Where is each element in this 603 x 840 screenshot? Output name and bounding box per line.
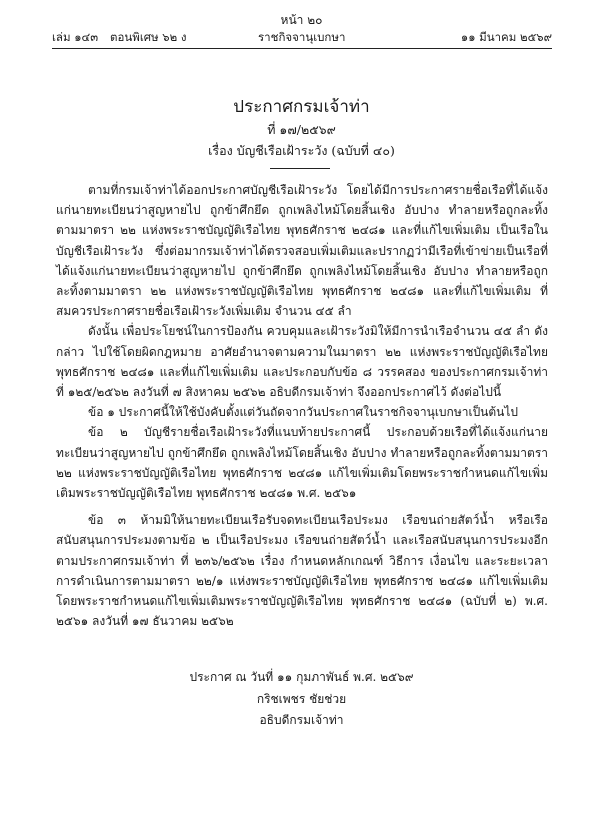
header-divider bbox=[52, 48, 552, 49]
publication-date: ๑๑ มีนาคม ๒๕๖๙ bbox=[460, 30, 552, 44]
signature-date: ประกาศ ณ วันที่ ๑๑ กุมภาพันธ์ พ.ศ. ๒๕๖๙ bbox=[189, 670, 414, 684]
clause-2: ข้อ ๒ บัญชีรายชื่อเรือเฝ้าระวังที่แนบท้ายประกาศนี้ ประกอบด้วยเรือที่ได้แจ้งแก่นายทะเบียนว่าสูญหายไป ถูกข้าศึกยึด ถูกเพลิงไหม้โดยสิ้นเชิง อับปาง ทำลายหรือถูกละทิ้งตามมาตรา ๒๒ แห่งพระราชบัญญัติเรือไทย พุทธศักราช ๒๔๘๑ แก้ไขเพิ่มเติมโดยพระราชกำหนดแก้ไขเพิ่มเติมพระราชบัญญัติเรือไทย พุทธศักราช ๒๔๘๑ พ.ศ. ๒๕๖๑ bbox=[56, 425, 548, 501]
announcement-title: ประกาศกรมเจ้าท่า bbox=[233, 97, 370, 117]
clause-3: ข้อ ๓ ห้ามมิให้นายทะเบียนเรือรับจดทะเบียนเรือประมง เรือขนถ่ายสัตว์น้ำ หรือเรือสนับสนุนการประมงตามข้อ ๒ เป็นเรือประมง เรือขนถ่ายสัตว์น้ำ และเรือสนับสนุนการประมงอีกตามประกาศกรมเจ้าท่า ที่ ๒๓๖/๒๕๖๒ เรื่อง กำหนดหลักเกณฑ์ วิธีการ เงื่อนไข และระยะเวลาการดำเนินการตามมาตรา ๒๒/๑ แห่งพระราชบัญญัติเรือไทย พุทธศักราช ๒๔๘๑ แก้ไขเพิ่มเติมโดยพระราชกำหนดแก้ไขเพิ่มเติมพระราชบัญญัติเรือไทย พุทธศักราช ๒๔๘๑ (ฉบับที่ ๒) พ.ศ. ๒๕๖๑ ลงวันที่ ๑๗ ธันวาคม ๒๕๖๒ bbox=[56, 513, 548, 629]
gazette-name: ราชกิจจานุเบกษา bbox=[258, 30, 346, 44]
signer-position: อธิบดีกรมเจ้าท่า bbox=[259, 713, 344, 727]
subject-divider bbox=[270, 168, 330, 169]
announcement-subject: เรื่อง บัญชีเรือเฝ้าระวัง (ฉบับที่ ๔๐) bbox=[208, 143, 395, 158]
announcement-body bbox=[56, 180, 548, 631]
gazette-header bbox=[52, 29, 552, 45]
paragraph-preamble: ตามที่กรมเจ้าท่าได้ออกประกาศบัญชีเรือเฝ้าระวัง โดยได้มีการประกาศรายชื่อเรือที่ได้แจ้งแก่นายทะเบียนว่าสูญหายไป ถูกข้าศึกยึด ถูกเพลิงไหม้โดยสิ้นเชิง อับปาง ทำลายหรือถูกละทิ้งตามมาตรา ๒๒ แห่งพระราชบัญญัติเรือไทย พุทธศักราช ๒๔๘๑ และที่แก้ไขเพิ่มเติม เป็นเรือในบัญชีเรือเฝ้าระวัง ซึ่งต่อมากรมเจ้าท่าได้ตรวจสอบเพิ่มเติมและปรากฏว่ามีเรือที่เข้าข่ายเป็นเรือที่ได้แจ้งแก่นายทะเบียนว่าสูญหายไป ถูกข้าศึกยึด ถูกเพลิงไหม้โดยสิ้นเชิง อับปาง ทำลายหรือถูกละทิ้งตามมาตรา ๒๒ แห่งพระราชบัญญัติเรือไทย พุทธศักราช ๒๔๘๑ และที่แก้ไขเพิ่มเติม ที่สมควรประกาศรายชื่อเรือเฝ้าระวังเพิ่มเติม จำนวน ๔๕ ลำ bbox=[56, 183, 548, 319]
signer-name: กริชเพชร ชัยช่วย bbox=[256, 692, 347, 706]
announcement-number: ที่ ๑๗/๒๕๖๙ bbox=[267, 122, 336, 137]
clause-1: ข้อ ๑ ประกาศนี้ให้ใช้บังคับตั้งแต่วันถัดจากวันประกาศในราชกิจจานุเบกษาเป็นต้นไป bbox=[88, 405, 519, 420]
paragraph-authority: ดังนั้น เพื่อประโยชน์ในการป้องกัน ควบคุมและเฝ้าระวังมิให้มีการนำเรือจำนวน ๔๕ ลำ ดังกล่าว ไปใช้โดยผิดกฎหมาย อาศัยอำนาจตามความในมาตรา ๒๒ แห่งพระราชบัญญัติเรือไทย พุทธศักราช ๒๔๘๑ และที่แก้ไขเพิ่มเติม และประกอบกับข้อ ๘ วรรคสอง ของประกาศกรมเจ้าท่า ที่ ๑๒๕/๒๕๖๒ ลงวันที่ ๗ สิงหาคม ๒๕๖๒ อธิบดีกรมเจ้าท่า จึงออกประกาศไว้ ดังต่อไปนี้ bbox=[56, 324, 548, 400]
section-number: ตอนพิเศษ ๖๒ ง bbox=[110, 30, 187, 44]
volume-number: เล่ม ๑๔๓ bbox=[52, 30, 99, 44]
page-number: หน้า ๒๐ bbox=[280, 13, 323, 27]
